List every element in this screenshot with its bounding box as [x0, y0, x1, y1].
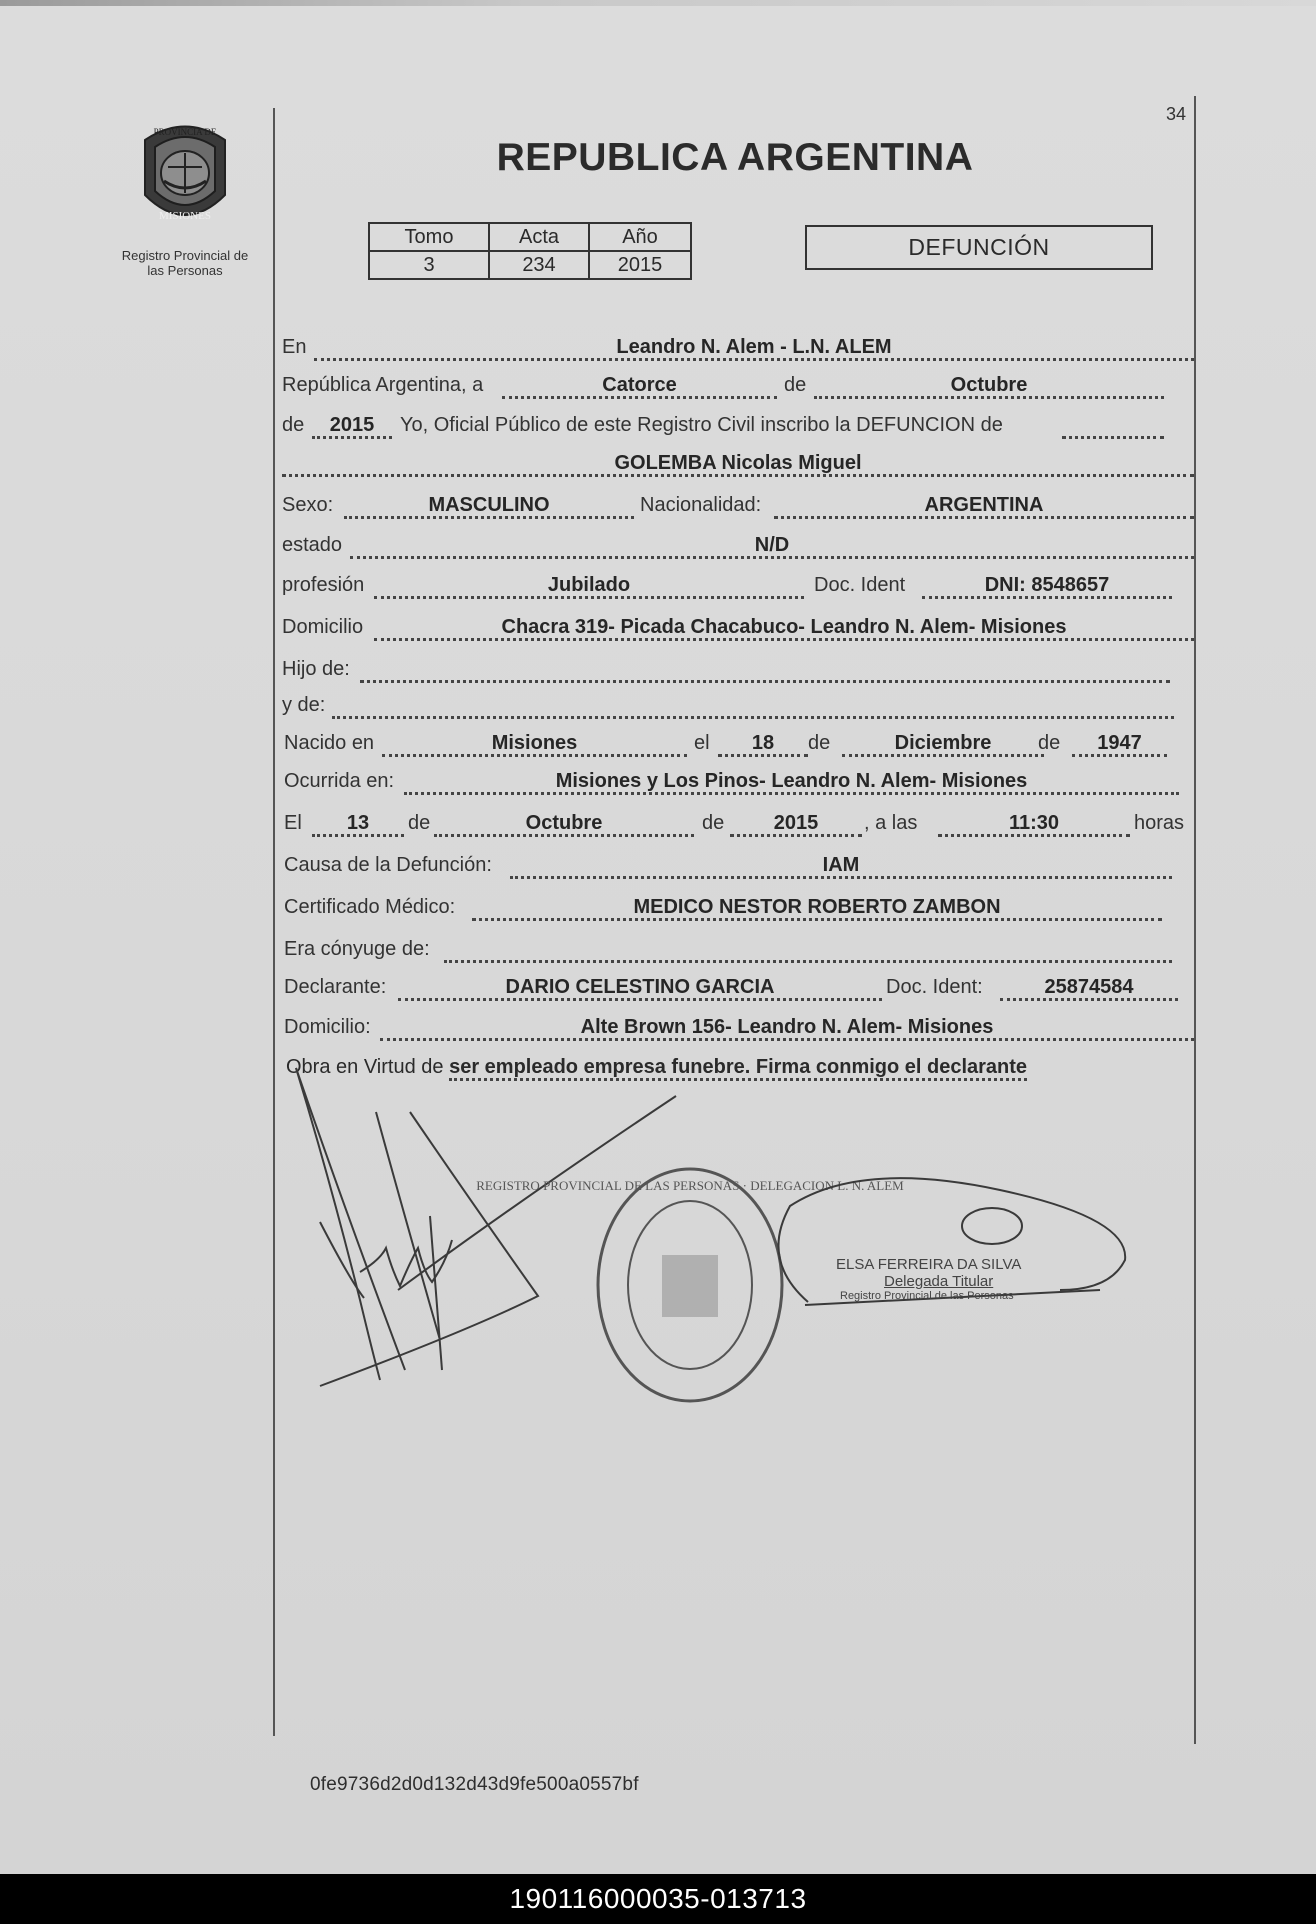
- hijo-label: Hijo de:: [282, 658, 350, 680]
- row-domicilio2: [282, 1012, 1197, 1042]
- inscribo-text: Yo, Oficial Público de este Registro Civil inscribo la DEFUNCION de: [400, 414, 1003, 436]
- doc-label2: Doc. Ident:: [886, 976, 983, 998]
- death-month-field: Octubre: [434, 808, 694, 837]
- official-title: Delegada Titular: [884, 1273, 994, 1290]
- row-declarante: [282, 972, 1197, 1002]
- estado-field: N/D: [350, 530, 1194, 559]
- obra-field: ser empleado empresa funebre. Firma conmigo el declarante: [449, 1056, 1027, 1081]
- nacido-place-field: Misiones: [382, 728, 687, 757]
- declarante-doc-field: 25874584: [1000, 972, 1178, 1001]
- estado-label: estado: [282, 534, 343, 556]
- row-domicilio: [282, 612, 1197, 642]
- death-day-field: 13: [312, 808, 404, 837]
- conyuge-field: [444, 934, 1172, 963]
- certificado-label: Certificado Médico:: [284, 896, 456, 918]
- horas-label: horas: [1134, 812, 1185, 834]
- registry-caption-line1: Registro Provincial de: [121, 248, 249, 263]
- footer-code-bar: [0, 1874, 1316, 1924]
- inscribo-tail-field: [1062, 410, 1164, 439]
- row-conyuge: [282, 934, 1197, 964]
- ocurrida-field: Misiones y Los Pinos- Leandro N. Alem- Misiones: [404, 766, 1179, 795]
- row-obra: [286, 1052, 1027, 1082]
- sexo-label: Sexo:: [282, 494, 334, 516]
- ano-value: 2015: [589, 251, 691, 279]
- act-type-box: DEFUNCIÓN: [805, 225, 1153, 270]
- footer-code: 190116000035-013713: [509, 1883, 807, 1914]
- hijo-field: [360, 654, 1170, 683]
- causa-field: IAM: [510, 850, 1172, 879]
- de-label: de: [784, 374, 807, 396]
- domicilio2-label: Domicilio:: [284, 1016, 371, 1038]
- domicilio-field: Chacra 319- Picada Chacabuco- Leandro N. Alem- Misiones: [374, 612, 1194, 641]
- row-profesion: [282, 570, 1197, 600]
- birth-day-field: 18: [718, 728, 808, 757]
- row-year: [282, 410, 1197, 440]
- record-table-header-row: [369, 223, 691, 251]
- left-frame-line: [273, 108, 275, 1736]
- svg-text:MISIONES: MISIONES: [159, 210, 211, 222]
- causa-label: Causa de la Defunción:: [284, 854, 492, 876]
- scan-edge: [0, 0, 1316, 6]
- year-prefix-label: de: [282, 414, 305, 436]
- stamp-seal-text: REGISTRO PROVINCIAL DE LAS PERSONAS · DELEGACION L. N. ALEM: [476, 1178, 904, 1193]
- en-field: Leandro N. Alem - L.N. ALEM: [314, 332, 1194, 361]
- row-deceased-name: [282, 448, 1197, 478]
- alas-label: , a las: [864, 812, 918, 834]
- nacionalidad-field: ARGENTINA: [774, 490, 1194, 519]
- country-title: REPUBLICA ARGENTINA: [496, 136, 974, 179]
- conyuge-label: Era cónyuge de:: [284, 938, 430, 960]
- record-table-value-row: [369, 251, 691, 279]
- yde-label: y de:: [282, 694, 326, 716]
- tomo-header: Tomo: [369, 223, 489, 251]
- page-number: 34: [1166, 104, 1187, 124]
- row-certificado: [282, 892, 1197, 922]
- declarant-signature-icon: [296, 1068, 676, 1386]
- ano-header: Año: [589, 223, 691, 251]
- row-yde: [282, 690, 1197, 720]
- domicilio2-field: Alte Brown 156- Leandro N. Alem- Misiones: [380, 1012, 1194, 1041]
- declarante-label: Declarante:: [284, 976, 387, 998]
- row-date: [282, 370, 1197, 400]
- document-hash: 0fe9736d2d0d132d43d9fe500a0557bf: [310, 1774, 639, 1795]
- row-death-date: [282, 808, 1197, 838]
- declarante-field: DARIO CELESTINO GARCIA: [398, 972, 882, 1001]
- en-label: En: [282, 336, 307, 358]
- obra-label: Obra en Virtud de: [286, 1056, 444, 1078]
- provincial-seal-icon: [130, 115, 240, 235]
- tomo-value: 3: [369, 251, 489, 279]
- month-field: Octubre: [814, 370, 1164, 399]
- doc-field: DNI: 8548657: [922, 570, 1172, 599]
- row-nacido: [282, 728, 1197, 758]
- certificado-field: MEDICO NESTOR ROBERTO ZAMBON: [472, 892, 1162, 921]
- domicilio-label: Domicilio: [282, 616, 364, 638]
- sexo-field: MASCULINO: [344, 490, 634, 519]
- official-name-block: [836, 1256, 1021, 1302]
- birth-de-label: de: [808, 732, 831, 754]
- republica-label: República Argentina, a: [282, 374, 484, 396]
- birth-month-field: Diciembre: [842, 728, 1044, 757]
- row-en: [282, 332, 1197, 362]
- official-registry: Registro Provincial de las Personas: [840, 1290, 1014, 1302]
- record-table: [368, 222, 692, 280]
- row-estado: [282, 530, 1197, 560]
- profesion-field: Jubilado: [374, 570, 804, 599]
- ocurrida-label: Ocurrida en:: [284, 770, 395, 792]
- death-time-field: 11:30: [938, 808, 1130, 837]
- profesion-label: profesión: [282, 574, 365, 596]
- yde-field: [332, 690, 1174, 719]
- birth-year-field: 1947: [1072, 728, 1167, 757]
- nacido-label: Nacido en: [284, 732, 375, 754]
- el-label2: El: [284, 812, 302, 834]
- doc-label: Doc. Ident: [814, 574, 906, 596]
- row-hijo: [282, 654, 1197, 684]
- deceased-name-field: GOLEMBA Nicolas Miguel: [282, 448, 1194, 477]
- death-de-label2: de: [702, 812, 725, 834]
- row-sexo: [282, 490, 1197, 520]
- registry-caption-line2: las Personas: [147, 263, 223, 278]
- death-year-field: 2015: [730, 808, 862, 837]
- day-words-field: Catorce: [502, 370, 777, 399]
- row-causa: [282, 850, 1197, 880]
- year-field: 2015: [312, 410, 392, 439]
- official-name: ELSA FERREIRA DA SILVA: [836, 1256, 1022, 1273]
- nacionalidad-label: Nacionalidad:: [640, 494, 762, 516]
- row-ocurrida: [282, 766, 1197, 796]
- registry-caption: [110, 248, 260, 278]
- acta-value: 234: [489, 251, 589, 279]
- svg-text:PROVINCIA DE: PROVINCIA DE: [153, 127, 217, 137]
- acta-header: Acta: [489, 223, 589, 251]
- birth-de-label2: de: [1038, 732, 1061, 754]
- death-de-label: de: [408, 812, 431, 834]
- el-label: el: [694, 732, 710, 754]
